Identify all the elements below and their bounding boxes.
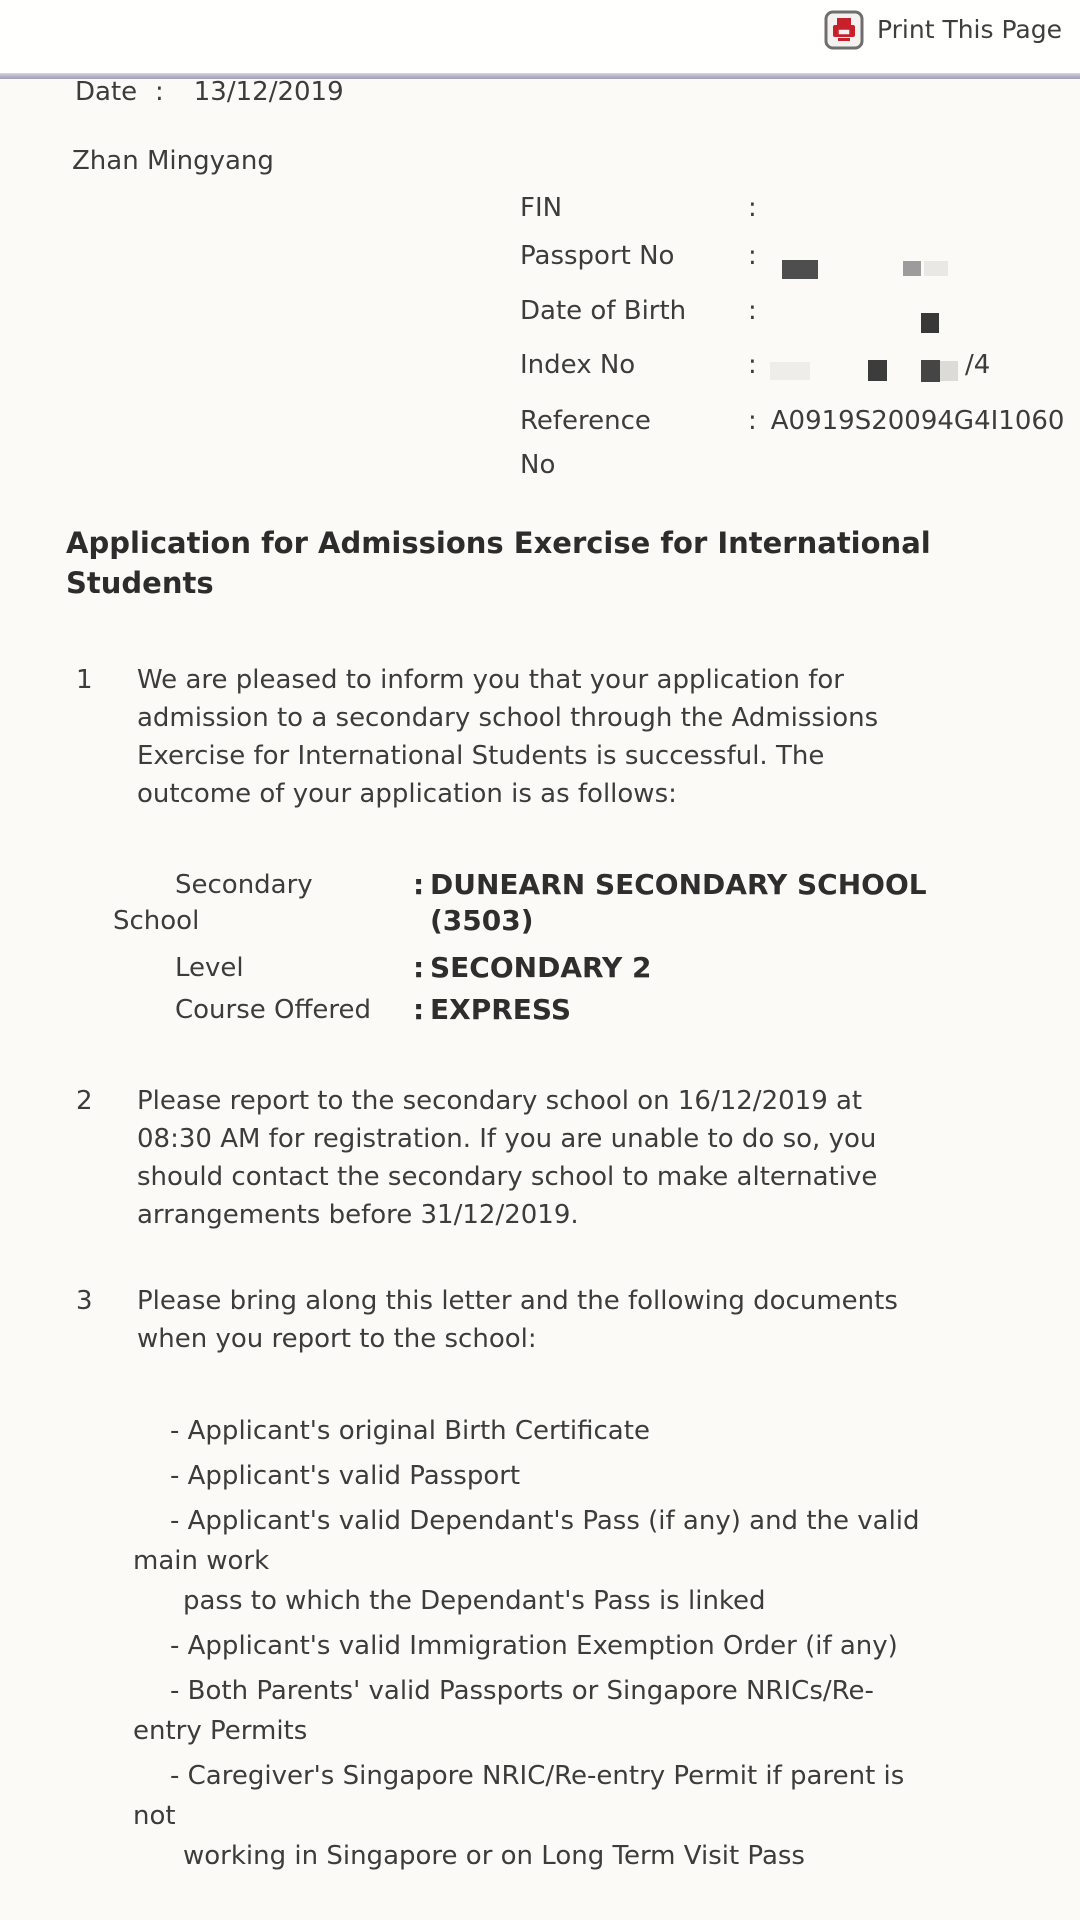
paragraph-line: Please bring along this letter and the following documents	[137, 1286, 898, 1316]
document-line: - Applicant's valid Passport	[170, 1461, 521, 1491]
reference-no-value: A0919S20094G4I1060	[770, 406, 1065, 436]
recipient-name: Zhan Mingyang	[72, 146, 274, 176]
course-offered-colon: :	[413, 993, 425, 1026]
info-row-index-no	[520, 348, 1080, 382]
level-colon: :	[413, 951, 425, 984]
letter-title-line: Students	[66, 566, 214, 600]
document-line: - Applicant's valid Dependant's Pass (if any) and the valid	[170, 1506, 920, 1536]
paragraph-line: outcome of your application is as follows:	[137, 779, 677, 809]
date-value: 13/12/2019	[193, 77, 344, 107]
dob-colon: :	[748, 296, 757, 326]
info-row-fin	[520, 191, 1080, 225]
index-no-label: Index No	[520, 350, 636, 380]
index-no-colon: :	[748, 350, 757, 380]
info-row-date-of-birth	[520, 294, 1080, 328]
school-details	[113, 867, 1043, 1037]
document-line: pass to which the Dependant's Pass is linked	[183, 1586, 766, 1616]
document-line: - Applicant's original Birth Certificate	[170, 1416, 650, 1446]
passport-label: Passport No	[520, 241, 675, 271]
document-line: - Caregiver's Singapore NRIC/Re-entry Permit if parent is	[170, 1761, 905, 1791]
redacted-box	[903, 261, 921, 276]
paragraph-line: admission to a secondary school through the Admissions	[137, 703, 879, 733]
paragraph-line: 08:30 AM for registration. If you are unable to do so, you	[137, 1124, 877, 1154]
level-value: SECONDARY 2	[430, 951, 652, 984]
paragraph-line: Exercise for International Students is successful. The	[137, 741, 825, 771]
info-row-passport	[520, 239, 1080, 273]
index-no-visible-suffix: /4	[965, 350, 991, 380]
date-line	[75, 75, 344, 109]
paragraph-line: when you report to the school:	[137, 1324, 537, 1354]
school-label-line2: School	[113, 906, 200, 936]
course-offered-value: EXPRESS	[430, 993, 571, 1026]
document-line: main work	[133, 1546, 270, 1576]
paragraph-1-number: 1	[76, 665, 93, 695]
document-line: working in Singapore or on Long Term Visit Pass	[183, 1841, 805, 1871]
documents-list	[133, 1406, 1073, 1876]
print-page-label: Print This Page	[876, 15, 1062, 44]
school-colon: :	[413, 868, 425, 901]
redacted-box	[770, 362, 810, 380]
reference-label-line2: No	[520, 450, 556, 480]
redacted-box	[924, 261, 948, 276]
print-page-button[interactable]	[824, 8, 1062, 52]
fin-colon: :	[748, 193, 757, 223]
document-line: - Applicant's valid Immigration Exemption Order (if any)	[170, 1631, 898, 1661]
fin-label: FIN	[520, 193, 563, 223]
date-label: Date	[75, 77, 138, 107]
reference-colon: :	[748, 406, 757, 436]
paragraph-line: should contact the secondary school to make alternative	[137, 1162, 878, 1192]
info-row-reference-no	[520, 399, 1080, 487]
redacted-box	[868, 360, 887, 381]
document-line: not	[133, 1801, 176, 1831]
paragraph-3	[137, 1282, 898, 1358]
letter-title-line: Application for Admissions Exercise for International	[66, 526, 931, 560]
paragraph-3-number: 3	[76, 1286, 93, 1316]
printer-icon	[824, 10, 864, 50]
redacted-box	[940, 361, 958, 381]
document-line: - Both Parents' valid Passports or Singapore NRICs/Re-	[170, 1676, 874, 1706]
redacted-box	[921, 360, 940, 382]
passport-colon: :	[748, 241, 757, 271]
level-label: Level	[175, 953, 244, 983]
page-header	[0, 0, 1080, 73]
paragraph-line: Please report to the secondary school on 16/12/2019 at	[137, 1086, 863, 1116]
dob-label: Date of Birth	[520, 296, 687, 326]
course-offered-label: Course Offered	[175, 995, 372, 1025]
paragraph-line: arrangements before 31/12/2019.	[137, 1200, 579, 1230]
school-label-line1: Secondary	[175, 870, 313, 900]
school-name-value: DUNEARN SECONDARY SCHOOL	[430, 868, 927, 901]
date-colon: :	[155, 77, 164, 107]
reference-label-line1: Reference	[520, 406, 651, 436]
letter-title	[66, 523, 931, 603]
paragraph-line: We are pleased to inform you that your application for	[137, 665, 844, 695]
paragraph-2	[137, 1082, 877, 1234]
document-line: entry Permits	[133, 1716, 308, 1746]
redacted-box	[782, 260, 818, 279]
paragraph-2-number: 2	[76, 1086, 93, 1116]
paragraph-1	[137, 661, 878, 813]
school-code-value: (3503)	[430, 904, 534, 937]
reference-no-label	[520, 399, 748, 487]
redacted-box	[921, 313, 939, 333]
